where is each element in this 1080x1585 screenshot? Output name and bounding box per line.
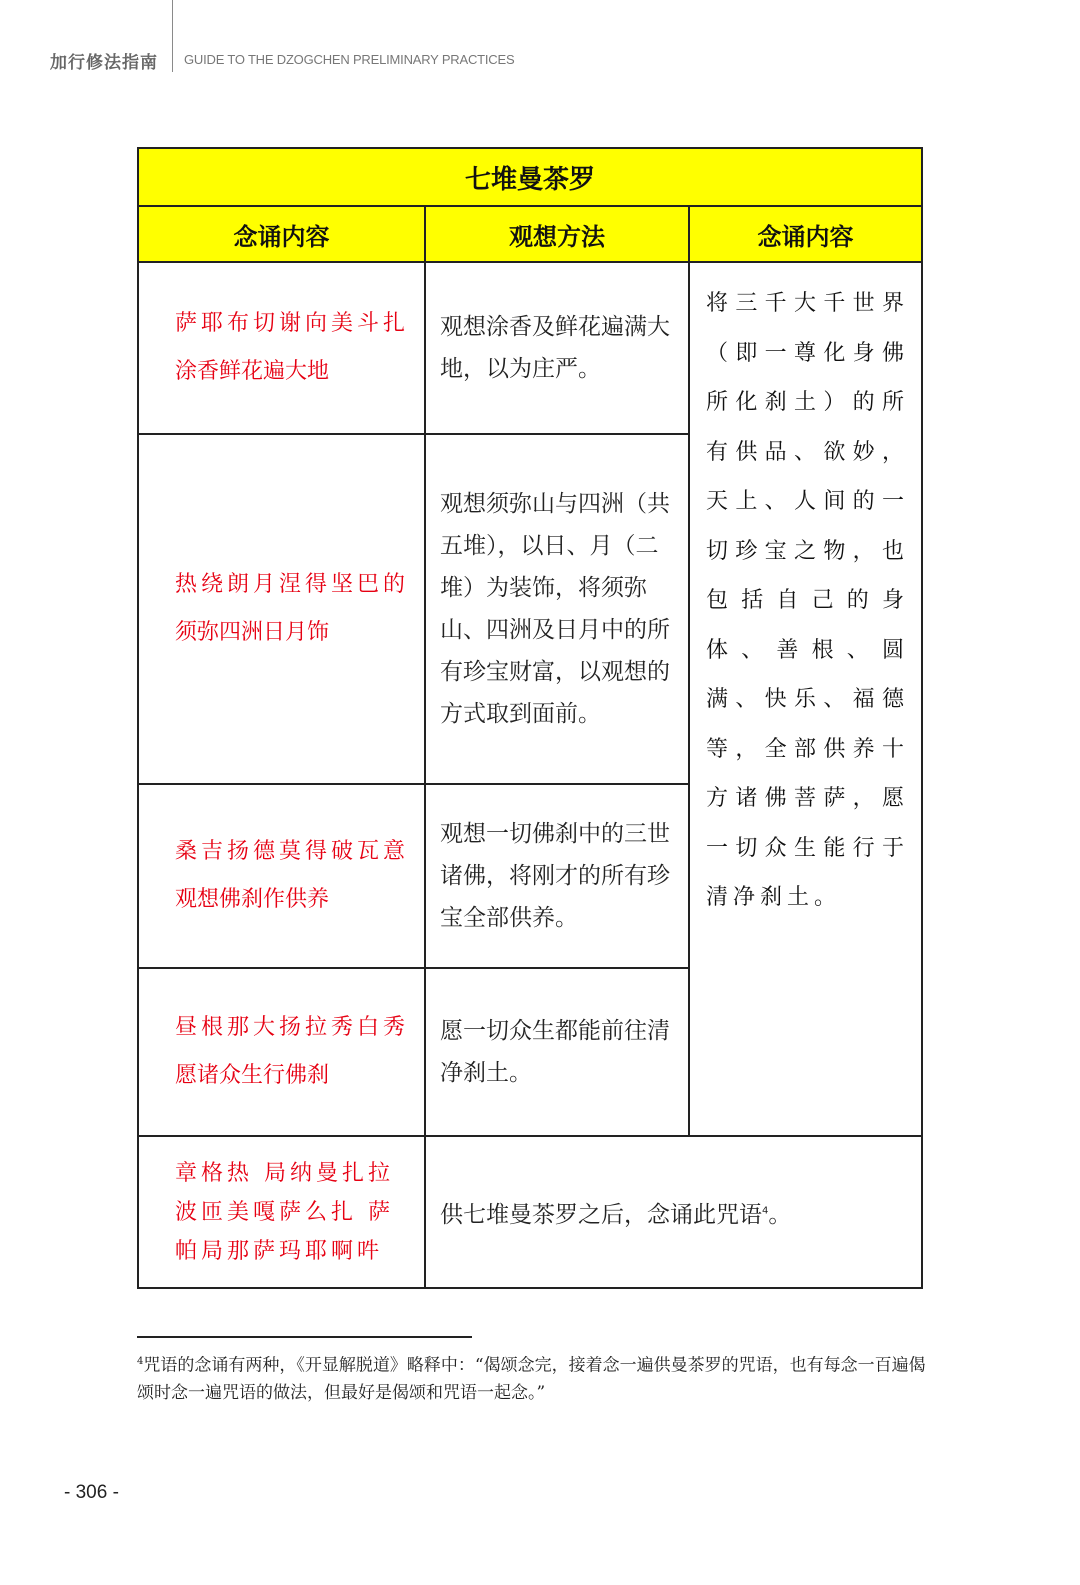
- mantra-transliteration: 萨耶布切谢向美斗扎: [175, 311, 410, 336]
- mantra-cell: [138, 968, 425, 1136]
- visualization-method: 观想涂香及鲜花遍满大地，以为庄严。: [425, 262, 689, 434]
- mantra-cell: [138, 434, 425, 784]
- final-instruction-end: 。: [768, 1201, 792, 1228]
- mantra-meaning: 观想佛刹作供养: [175, 887, 330, 912]
- column-header-visualization: 观想方法: [425, 206, 689, 262]
- final-mantra-line: 帕局那萨玛耶啊吽: [175, 1238, 384, 1264]
- header-title-en: GUIDE TO THE DZOGCHEN PRELIMINARY PRACTICES: [184, 52, 515, 67]
- footnote-rule: [137, 1336, 472, 1338]
- table-row: [138, 1136, 922, 1288]
- mantra-cell: [138, 262, 425, 434]
- final-mantra-line: 章格热 局纳曼扎拉: [175, 1160, 394, 1186]
- table-title: 七堆曼茶罗: [138, 148, 922, 206]
- running-header: [50, 48, 515, 73]
- offering-description: 将三千大千世界（即一尊化身佛所化刹土）的所有供品、欲妙，天上、人间的一切珍宝之物，也包括自己的身体、善根、圆满、快乐、福德等，全部供养十方诸佛菩萨，愿一切众生能行于清净刹土。: [689, 262, 922, 1136]
- footnote: [137, 1348, 937, 1407]
- visualization-method: 观想一切佛刹中的三世诸佛，将刚才的所有珍宝全部供养。: [425, 784, 689, 968]
- final-mantra-line: 波匝美嘎萨么扎 萨: [175, 1199, 394, 1225]
- mantra-cell: [138, 784, 425, 968]
- column-header-recitation-2: 念诵内容: [689, 206, 922, 262]
- mandala-table: [137, 147, 923, 1289]
- final-mantra-cell: [138, 1136, 425, 1288]
- column-header-recitation: 念诵内容: [138, 206, 425, 262]
- table-row: [138, 262, 922, 434]
- header-title-cn: 加行修法指南: [50, 52, 158, 73]
- visualization-method: 观想须弥山与四洲（共五堆），以日、月（二堆）为装饰，将须弥山、四洲及日月中的所有珍宝财富，以观想的方式取到面前。: [425, 434, 689, 784]
- footnote-mark: 4: [137, 1356, 144, 1367]
- mantra-transliteration: 昼根那大扬拉秀白秀: [175, 1015, 410, 1040]
- visualization-method: 愿一切众生都能前往清净刹土。: [425, 968, 689, 1136]
- footnote-text: 咒语的念诵有两种，《开显解脱道》略释中：“偈颂念完，接着念一遍供曼茶罗的咒语，也有每念一百遍偈颂时念一遍咒语的做法，但最好是偈颂和咒语一起念。”: [137, 1355, 926, 1403]
- mantra-transliteration: 桑吉扬德莫得破瓦意: [175, 839, 410, 864]
- mantra-transliteration: 热绕朗月涅得坚巴的: [175, 572, 410, 597]
- footnote-reference[interactable]: 4: [762, 1204, 769, 1216]
- final-instruction: [425, 1136, 922, 1288]
- mantra-meaning: 须弥四洲日月饰: [175, 620, 330, 645]
- final-instruction-text: 供七堆曼茶罗之后，念诵此咒语: [440, 1201, 762, 1228]
- header-divider: [172, 0, 173, 72]
- mantra-meaning: 涂香鲜花遍大地: [175, 359, 330, 384]
- page-number: - 306 -: [64, 1482, 119, 1503]
- mantra-meaning: 愿诸众生行佛刹: [175, 1063, 330, 1088]
